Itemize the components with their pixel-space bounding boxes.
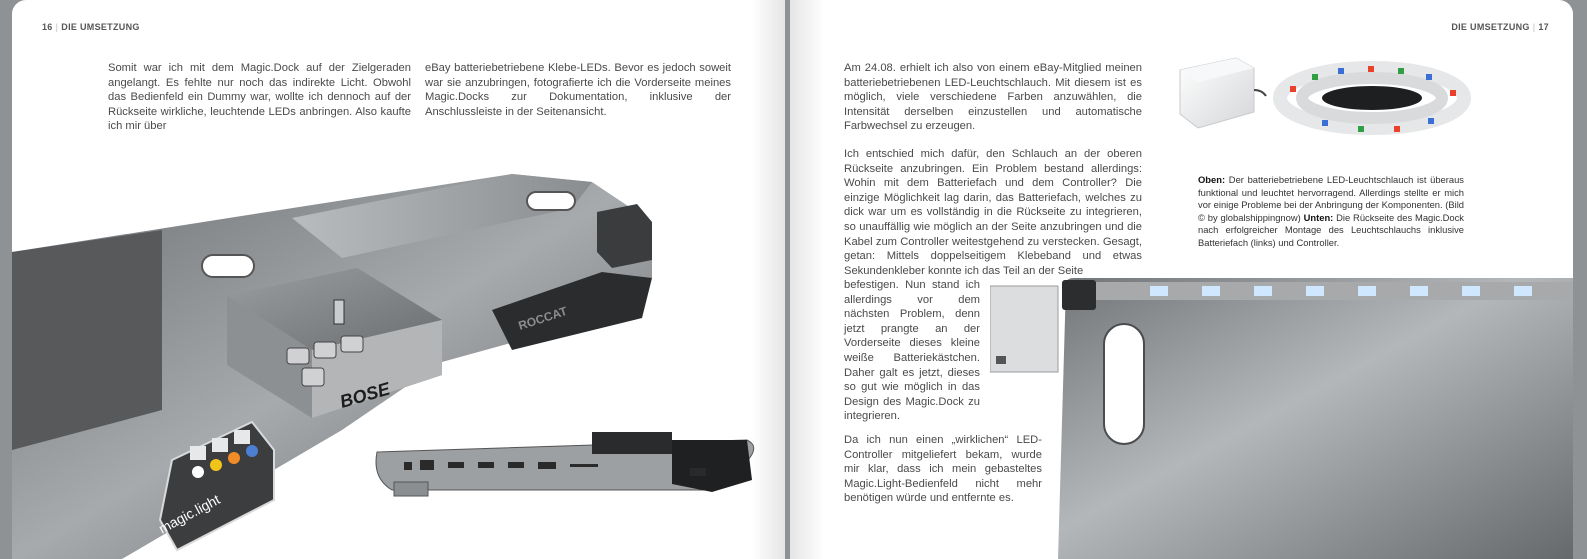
left-column-2-text: eBay batteriebetriebene Klebe-LEDs. Bevor es jedoch soweit war sie anzubringen, fotografierte ich die Vorderseite meines Magic.Docks zur Dokumentation, inklusive der Anschlussleiste in der Seitenansicht.	[425, 62, 731, 118]
chapter-title-right: DIE UMSETZUNG	[1451, 22, 1530, 32]
magic-light-label: magic.light	[155, 491, 223, 537]
led-chip	[1450, 90, 1456, 96]
bose-logo-text: BOSE	[337, 378, 393, 412]
right-page	[790, 0, 1573, 559]
led-strip-product-photo	[1172, 50, 1478, 146]
up-icon	[212, 438, 228, 452]
led-chip	[1368, 66, 1374, 72]
side-view-controller	[592, 432, 672, 454]
photo-caption	[1198, 174, 1464, 250]
usb-port	[448, 462, 464, 468]
caption-label-top: Oben:	[1198, 174, 1226, 185]
hdmi-port	[538, 462, 556, 469]
led-chip	[1398, 68, 1404, 74]
side-view-pad	[672, 440, 752, 492]
led-light	[1514, 286, 1532, 296]
led-light	[1358, 286, 1376, 296]
dock-connector-block	[597, 204, 652, 268]
page-number-left: 16	[42, 22, 53, 32]
header-separator: |	[1532, 22, 1536, 32]
magic-dock-back-photo	[990, 272, 1573, 559]
orange-color-dot	[228, 452, 240, 464]
chapter-title-left: DIE UMSETZUNG	[61, 22, 140, 32]
yellow-color-dot	[210, 459, 222, 471]
led-controller	[1062, 280, 1096, 310]
port	[420, 460, 434, 470]
led-chip	[1428, 118, 1434, 124]
port	[404, 462, 412, 470]
page-number-right: 17	[1538, 22, 1549, 32]
fast-forward-icon	[341, 336, 363, 352]
left-column-1-text: Somit war ich mit dem Magic.Dock auf der Zielgeraden angelangt. Es fehlte nur noch das indirekte Licht. Obwohl das Bedienfeld ein Dummy war, wollte ich dennoch auf der Rückseite wirkliche, leuchtende LEDs anbringen. Also kaufte ich mir über	[108, 62, 411, 133]
play-pause-icon	[287, 348, 309, 364]
led-light	[1462, 286, 1480, 296]
caption-label-bottom: Unten:	[1303, 211, 1334, 223]
dock-slot-left	[202, 255, 254, 277]
reel-center	[1322, 86, 1422, 110]
card-slot	[570, 464, 598, 467]
speaker-power-icon	[302, 368, 324, 386]
side-foot	[394, 482, 428, 496]
page-header-right	[1451, 22, 1549, 32]
usb-port	[478, 462, 494, 468]
led-chip	[1426, 74, 1432, 80]
led-chip	[1358, 126, 1364, 132]
led-light	[1254, 286, 1272, 296]
magic-dock-front-photo	[12, 160, 773, 559]
led-chip	[1394, 126, 1400, 132]
rewind-icon	[314, 342, 336, 358]
down-icon	[234, 430, 250, 444]
led-chip	[1322, 120, 1328, 126]
right-paragraph-3: Da ich nun einen „wirklichen“ LED-Controller mitgeliefert bekam, wurde mir klar, dass ich mein gebasteltes Magic.Light-Bedienfeld nicht mehr benötigen würde und entfernte es.	[844, 434, 1042, 505]
page-header-left	[42, 22, 140, 32]
led-light	[1202, 286, 1220, 296]
right-paragraph-2-full: Ich entschied mich dafür, den Schlauch an der oberen Rückseite anzubringen. Ein Problem bestand allerdings: Wohin mit dem Batteriefach und dem Controller? Die einzige Möglichkeit lag darin, das Batteriefach, welches zu dick war um es vollständig in die Rückseite zu integrieren, so unauffällig wie möglich an der Seite anzubringen und die Kabel zum Controller weitestgehend zu verstecken. Gesagt, getan: Mittels doppelseitigem Klebeband und etwas Sekundenkleber konnte ich das Teil an der Seite	[844, 148, 1142, 277]
dock-slot-right	[527, 192, 575, 210]
led-chip	[1312, 74, 1318, 80]
left-page	[12, 0, 785, 559]
led-light	[1410, 286, 1428, 296]
port	[690, 468, 706, 476]
white-color-dot	[192, 466, 204, 478]
right-paragraph-2-narrow: befestigen. Nun stand ich allerdings vor dem nächsten Problem, denn jetzt prangte an der Vorderseite dieses kleine weiße Batteriekästchen. Daher galt es jetzt, dieses so gut wie möglich in das Design des Magic.Dock zu integrieren.	[844, 279, 980, 423]
right-paragraph-1: Am 24.08. erhielt ich also von einem eBay-Mitglied meinen batteriebetriebenen LED-Leuchtschlauch. Mit diesem ist es möglich, viele verschiedene Farben anzuwählen, die Intensität derselben einzustellen und automatische Farbwechsel zu erzeugen.	[844, 62, 1142, 133]
battery-cable	[1254, 90, 1266, 96]
back-slot	[1104, 324, 1144, 444]
led-light	[1150, 286, 1168, 296]
power-icon	[190, 446, 206, 460]
gutter-shadow-right	[790, 0, 824, 559]
led-chip	[1338, 68, 1344, 74]
led-chip	[1290, 86, 1296, 92]
lightning-connector	[334, 300, 344, 324]
battery-switch	[996, 356, 1006, 364]
header-separator: |	[55, 22, 59, 32]
blue-color-dot	[246, 445, 258, 457]
led-light	[1306, 286, 1324, 296]
usb-port	[508, 462, 524, 468]
roccat-pad-label: ROCCAT	[516, 303, 569, 333]
caption-text-bottom: Die Rückseite des Magic.Dock nach erfolgreicher Montage des Leuchtschlauchs inklusive Batteriefach (links) und Controller.	[1198, 211, 1464, 248]
caption-text-top: Der batteriebetriebene LED-Leuchtschlauch ist überaus funktional und leuchtet hervorragend. Allerdings stellte er mich vor einige Probleme bei der Anbringung der Komponenten. (Bild © by globalshippingnow)	[1198, 174, 1464, 223]
